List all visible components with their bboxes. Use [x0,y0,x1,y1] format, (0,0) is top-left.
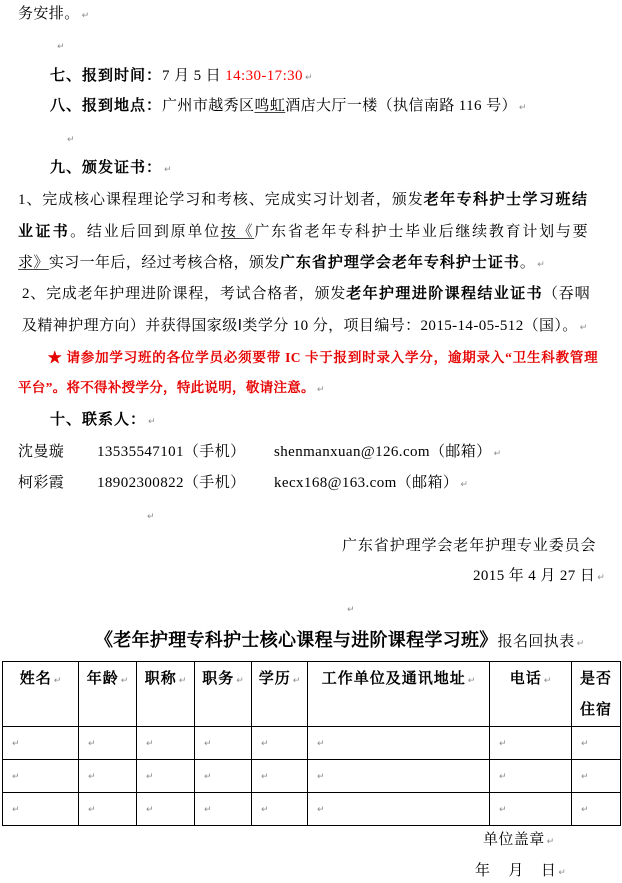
signature-date [473,566,605,586]
cell-title[interactable] [137,793,195,826]
paragraph-mark: ↵ [467,676,476,686]
paragraph-mark: ↵ [581,739,589,749]
cell-position[interactable] [195,760,252,793]
certificate-item1-bold: 老年专科护士学习班结 [423,192,588,208]
notice-line1 [48,348,598,368]
cell-address[interactable] [308,793,490,826]
paragraph-mark: ↵ [88,772,96,782]
cell-title[interactable] [137,727,195,760]
column-header-label: 年龄 [86,671,119,687]
paragraph-mark: ↵ [178,676,187,686]
notice-line2 [18,378,324,398]
registration-place-label: 八、报到地点： [50,98,163,114]
cell-title[interactable] [137,760,195,793]
paragraph-mark: ↵ [261,739,269,749]
paragraph-mark: ↵ [347,605,355,615]
paragraph-mark: ↵ [88,805,96,815]
certificate-item2-end: （吞咽 [543,286,590,302]
paragraph-mark: ↵ [581,805,589,815]
empty-line [345,598,355,618]
cell-education[interactable] [252,793,308,826]
empty-line [65,128,75,148]
column-header-name [3,662,79,727]
certificate-item2-line1 [22,284,590,304]
paragraph-mark: ↵ [146,739,154,749]
intro-line [18,4,89,24]
paragraph-mark: ↵ [57,42,65,52]
certificate-item2-text: 2、完成老年护理进阶课程，考试合格者，颁发 [22,286,347,302]
registration-place-underlined: 鸣虹 [254,98,286,114]
paragraph-mark: ↵ [537,260,545,270]
cell-name[interactable] [3,727,79,760]
paragraph-mark: ↵ [88,739,96,749]
paragraph-mark: ↵ [546,837,555,847]
contact-name: 沈曼璇 [18,444,65,460]
cell-accommodation[interactable] [572,760,621,793]
paragraph-mark: ↵ [518,103,527,113]
contact-email: shenmanxuan@126.com（邮箱） [274,444,492,460]
certificate-item1-text: 实习一年后，经过考核合格，颁发 [48,255,280,271]
form-date-day: 日 [540,863,557,879]
contacts-heading [50,410,156,430]
paragraph-mark: ↵ [304,73,313,83]
certificate-item1-end: 。 [519,255,536,271]
column-header-position [195,662,252,727]
paragraph-mark: ↵ [317,739,325,749]
form-date-line [475,861,566,881]
empty-line [55,35,65,55]
paragraph-mark: ↵ [146,772,154,782]
cell-age[interactable] [79,793,137,826]
cell-name[interactable] [3,760,79,793]
contact-phone: 13535547101（手机） [97,444,246,460]
registration-place-text-rest: 酒店大厅一楼（执信南路 116 号） [285,98,517,114]
registration-place-text: 广州市越秀区 [162,98,255,114]
certificate-item1-text: 1、完成核心课程理论学习和考核、完成实习计划者，颁发 [18,192,424,208]
form-seal-line [483,830,554,850]
paragraph-mark: ↵ [543,676,552,686]
cell-name[interactable] [3,793,79,826]
cell-age[interactable] [79,727,137,760]
contact-phone: 18902300822（手机） [97,475,246,491]
cell-age[interactable] [79,760,137,793]
paragraph-mark: ↵ [67,135,75,145]
registration-form-table [2,661,621,826]
certificate-item1-line1 [18,190,588,210]
registration-time-line [50,66,313,86]
paragraph-mark: ↵ [499,739,507,749]
paragraph-mark: ↵ [597,573,605,583]
column-header-label: 工作单位及通讯地址 [321,671,466,687]
paragraph-mark: ↵ [261,805,269,815]
paragraph-mark: ↵ [12,805,20,815]
paragraph-mark: ↵ [204,739,212,749]
column-header-accommodation [572,662,621,727]
certificate-item1-marked: 求》 [18,255,49,271]
column-header-label: 是否 [579,671,612,687]
registration-time-range: 14:30-17:30 [225,68,303,84]
form-title [95,629,584,651]
paragraph-mark: ↵ [317,805,325,815]
column-header-label: 电话 [509,671,542,687]
paragraph-mark: ↵ [317,772,325,782]
form-date-month: 月 [508,863,524,879]
form-seal-text: 单位盖章 [483,832,545,848]
certificate-item1-text-rest: 广东省老年专科护士毕业后继续教育计划与要 [254,224,588,240]
paragraph-mark: ↵ [316,385,325,395]
certificate-item2-text: 及精神护理方向）并获得国家级Ⅰ类学分 10 分，项目编号：2015-14-05-512（国）。 [22,318,578,334]
paragraph-mark: ↵ [576,639,585,649]
column-header-label-line2: 住宿 [579,702,612,718]
cell-phone[interactable] [490,727,572,760]
paragraph-mark: ↵ [12,772,20,782]
certificate-item2-line2 [22,316,587,336]
paragraph-mark: ↵ [12,739,20,749]
paragraph-mark: ↵ [581,772,589,782]
registration-date: 7 月 5 日 [162,68,226,84]
paragraph-mark: ↵ [204,772,212,782]
cell-address[interactable] [308,727,490,760]
registration-time-label: 七、报到时间： [50,68,163,84]
certificate-item1-bold: 业证书 [18,224,71,240]
contact-row [0,442,622,462]
contact-email: kecx168@163.com（邮箱） [274,475,459,491]
column-header-address [308,662,490,727]
paragraph-mark: ↵ [146,805,154,815]
form-row [3,727,621,760]
paragraph-mark: ↵ [147,512,155,522]
star-icon: ★ [48,350,63,365]
paragraph-mark: ↵ [493,449,502,459]
form-row [3,760,621,793]
form-title-main: 《老年护理专科护士核心课程与进阶课程学习班》 [95,630,498,650]
cell-address[interactable] [308,760,490,793]
column-header-title [137,662,195,727]
cell-phone[interactable] [490,793,572,826]
certificate-item1-text: 。结业后回到原单位 [70,224,221,240]
column-header-label: 学历 [258,671,291,687]
column-header-phone [490,662,572,727]
registration-place-line [50,96,526,116]
contact-name: 柯彩霞 [18,475,65,491]
cell-education[interactable] [252,727,308,760]
contact-email-group [274,442,501,464]
paragraph-mark: ↵ [148,417,156,427]
paragraph-mark: ↵ [292,676,301,686]
certificate-item1-marked: 按《 [220,224,255,240]
cell-phone[interactable] [490,760,572,793]
cell-education[interactable] [252,760,308,793]
column-header-label: 姓名 [19,671,52,687]
form-row [3,793,621,826]
contact-row [0,473,622,493]
paragraph-mark: ↵ [499,805,507,815]
notice-text: 平台”。将不得补授学分，特此说明，敬请注意。 [18,380,315,395]
signature-organization [342,536,596,556]
contact-email-group [274,473,468,495]
certificate-item1-line3 [18,253,545,273]
column-header-age [79,662,137,727]
form-date-year: 年 [475,863,491,879]
form-title-suffix: 报名回执表 [497,634,575,650]
column-header-label: 职称 [144,671,177,687]
organization-name: 广东省护理学会老年护理专业委员会 [342,538,597,554]
cell-accommodation[interactable] [572,727,621,760]
paragraph-mark: ↵ [261,772,269,782]
paragraph-mark: ↵ [164,165,172,175]
paragraph-mark: ↵ [236,676,244,686]
notice-text: 请参加学习班的各位学员必须要带 IC 卡于报到时录入学分，逾期录入“卫生科教管理 [66,350,598,365]
certificate-item2-bold: 老年护理进阶课程结业证书 [346,286,543,302]
intro-text: 务安排。 [18,6,80,22]
contacts-heading-text: 十、联系人： [50,412,147,428]
certificate-item1-bold: 广东省护理学会老年专科护士证书 [279,255,520,271]
cell-accommodation[interactable] [572,793,621,826]
paragraph-mark: ↵ [558,868,566,878]
paragraph-mark: ↵ [53,676,62,686]
form-header-row [3,662,621,727]
paragraph-mark: ↵ [460,480,468,490]
column-header-education [252,662,308,727]
paragraph-mark: ↵ [120,676,129,686]
paragraph-mark: ↵ [499,772,507,782]
certificates-heading-text: 九、颁发证书： [50,160,163,176]
certificate-item1-line2 [18,222,588,242]
paragraph-mark: ↵ [204,805,212,815]
cell-position[interactable] [195,727,252,760]
signature-date-text: 2015 年 4 月 27 日 [473,568,596,584]
column-header-label: 职务 [202,671,235,687]
paragraph-mark: ↵ [81,11,90,21]
cell-position[interactable] [195,793,252,826]
paragraph-mark: ↵ [579,323,588,333]
certificates-heading [50,158,172,178]
empty-line [145,505,155,525]
